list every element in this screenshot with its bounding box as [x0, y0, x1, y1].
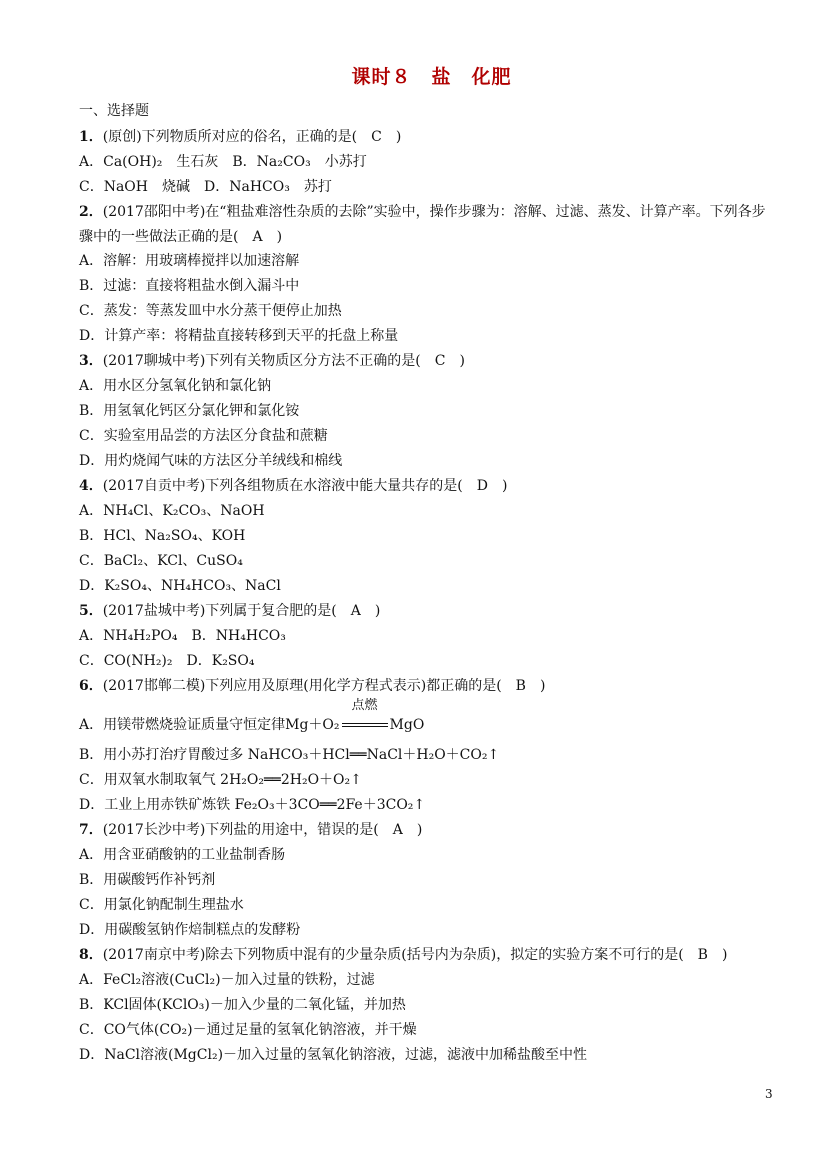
question-text: (2017邵阳中考)在“粗盐难溶性杂质的去除”实验中，操作步骤为：溶解、过滤、蒸发、计算产率。下列各步骤中的一些做法正确的是( A )	[79, 204, 766, 245]
answer-option: C．NaOH 烧碱 D．NaHCO₃ 苏打	[79, 179, 332, 195]
question-text: (原创)下列物质所对应的俗名，正确的是( C )	[102, 129, 402, 145]
question-text: (2017长沙中考)下列盐的用途中，错误的是( A )	[102, 822, 423, 838]
question-stem	[79, 818, 779, 843]
page-title: 课时８ 盐 化肥	[351, 66, 512, 88]
question-number: 2．	[79, 204, 103, 220]
answer-option: D．用灼烧闻气味的方法区分羊绒线和棉线	[79, 453, 343, 469]
answer-option: A．FeCl₂溶液(CuCl₂)－加入过量的铁粉，过滤	[79, 972, 375, 988]
equation-rhs: MgO	[389, 717, 425, 733]
answer-option: A．溶解：用玻璃棒搅拌以加速溶解	[79, 253, 300, 269]
answer-option: C．BaCl₂、KCl、CuSO₄	[79, 553, 243, 569]
option-a-text: A．用镁带燃烧验证质量守恒定律	[79, 717, 286, 733]
question-stem	[79, 474, 779, 499]
question-number: 5．	[79, 603, 103, 619]
question-number: 7．	[79, 822, 103, 838]
answer-option: D．NaCl溶液(MgCl₂)－加入过量的氢氧化钠溶液，过滤，滤液中加稀盐酸至中性	[79, 1047, 588, 1063]
page-number: 3	[765, 1087, 773, 1101]
question-text: (2017自贡中考)下列各组物质在水溶液中能大量共存的是( D )	[102, 478, 508, 494]
answer-option: C．用氯化钠配制生理盐水	[79, 897, 244, 913]
question-number: 6．	[79, 678, 103, 694]
reaction-condition-arrow	[340, 698, 390, 738]
answer-option: A．用含亚硝酸钠的工业盐制香肠	[79, 847, 286, 863]
question-stem	[79, 674, 779, 699]
answer-option: B．用氢氧化钙区分氯化钾和氯化铵	[79, 403, 300, 419]
answer-option: A．用水区分氢氧化钠和氯化钠	[79, 378, 272, 394]
question-number: 8．	[79, 947, 103, 963]
question-number: 1．	[79, 129, 103, 145]
option-a	[79, 699, 779, 743]
answer-option: B．过滤：直接将粗盐水倒入漏斗中	[79, 278, 300, 294]
answer-option: B．KCl固体(KClO₃)－加入少量的二氧化锰，并加热	[79, 997, 406, 1013]
question-number: 3．	[79, 353, 103, 369]
question-stem	[79, 349, 779, 374]
section-heading: 一、选择题	[79, 103, 149, 119]
question-stem	[79, 943, 779, 968]
answer-option: C．蒸发：等蒸发皿中水分蒸干便停止加热	[79, 303, 342, 319]
question-number: 4．	[79, 478, 103, 494]
question-text: (2017南京中考)除去下列物质中混有的少量杂质(括号内为杂质)，拟定的实验方案不可行的是( B )	[102, 947, 728, 963]
answer-option: A．NH₄Cl、K₂CO₃、NaOH	[79, 503, 265, 519]
option-a-content	[79, 698, 425, 738]
answer-option: B．用碳酸钙作补钙剂	[79, 872, 216, 888]
option-d: D．工业上用赤铁矿炼铁 Fe₂O₃＋3CO══2Fe＋3CO₂↑	[79, 797, 426, 813]
answer-option: A．NH₄H₂PO₄ B．NH₄HCO₃	[79, 628, 286, 644]
answer-option: A．Ca(OH)₂ 生石灰 B．Na₂CO₃ 小苏打	[79, 154, 367, 170]
equation-lhs: Mg＋O₂	[285, 717, 340, 733]
question-text: (2017邯郸二模)下列应用及原理(用化学方程式表示)都正确的是( B )	[102, 678, 546, 694]
option-b: B．用小苏打治疗胃酸过多 NaHCO₃＋HCl══NaCl＋H₂O＋CO₂↑	[79, 747, 500, 763]
answer-option: B．HCl、Na₂SO₄、KOH	[79, 528, 246, 544]
question-stem	[79, 125, 779, 150]
double-bar	[342, 723, 388, 727]
reaction-condition: 点燃	[351, 698, 378, 713]
option-c: C．用双氧水制取氧气 2H₂O₂══2H₂O＋O₂↑	[79, 772, 362, 788]
question-stem	[79, 599, 779, 624]
answer-option: D．用碳酸氢钠作焙制糕点的发酵粉	[79, 922, 301, 938]
question-list	[79, 125, 779, 1068]
answer-option: D．计算产率：将精盐直接转移到天平的托盘上称量	[79, 328, 399, 344]
answer-option: C．实验室用品尝的方法区分食盐和蔗糖	[79, 428, 328, 444]
answer-option: C．CO气体(CO₂)－通过足量的氢氧化钠溶液，并干燥	[79, 1022, 417, 1038]
question-text: (2017盐城中考)下列属于复合肥的是( A )	[102, 603, 381, 619]
question-text: (2017聊城中考)下列有关物质区分方法不正确的是( C )	[102, 353, 465, 369]
question-stem	[79, 200, 779, 249]
answer-option: D．K₂SO₄、NH₄HCO₃、NaCl	[79, 578, 281, 594]
answer-option: C．CO(NH₂)₂ D．K₂SO₄	[79, 653, 255, 669]
